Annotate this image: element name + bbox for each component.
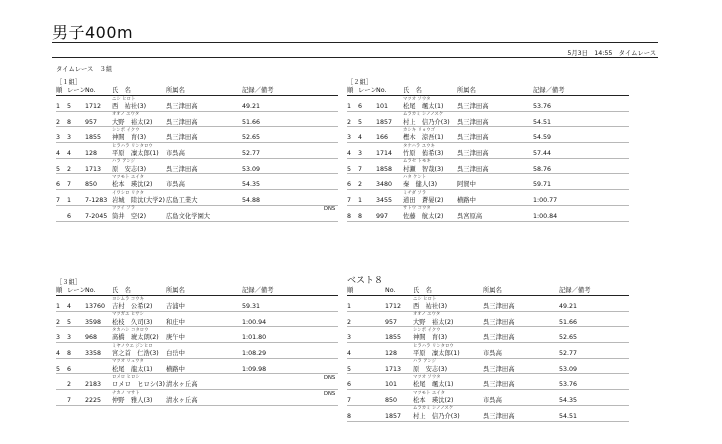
cell-kana: カシキ リョウゴ xyxy=(403,127,435,133)
header-record: 記録／備考 xyxy=(242,287,274,294)
heat-3-table xyxy=(56,278,338,406)
cell-lane: 6 xyxy=(358,103,363,110)
cell-record: 54.59 xyxy=(533,134,552,142)
cell-name: 村瀬 智哉(3) xyxy=(403,165,444,173)
cell-kana: ムラカミ シノノスケ xyxy=(403,112,444,118)
cell-team: 呉三津田高 xyxy=(483,303,515,310)
cell-rank: 7 xyxy=(347,397,352,405)
cell-name: 大野 裕太(2) xyxy=(413,318,454,326)
cell-rank: 2 xyxy=(56,318,61,326)
table-row xyxy=(347,143,629,159)
table-row xyxy=(347,296,629,312)
cell-team: 呉三津田高 xyxy=(457,103,489,110)
header-rank: 順 xyxy=(56,287,63,294)
header-record: 記録／備考 xyxy=(242,87,274,94)
header-team: 所属名 xyxy=(483,287,502,294)
cell-rank: 1 xyxy=(347,303,352,310)
cell-kana: オオノ ユウタ xyxy=(112,112,140,118)
event-dateline: 5月3日 14:55 タイムレース xyxy=(567,50,656,57)
cell-record: 54.35 xyxy=(242,181,261,189)
cell-name: 松本 瑛汰(2) xyxy=(413,397,454,405)
table-row xyxy=(56,343,338,359)
table-row xyxy=(347,112,629,128)
cell-rank: 6 xyxy=(56,181,61,189)
cell-team: 吉浦中 xyxy=(166,303,185,310)
cell-lane: 3 xyxy=(358,150,363,158)
cell-no: 1714 xyxy=(376,150,393,158)
cell-record: 59.31 xyxy=(242,303,261,310)
cell-no: 850 xyxy=(85,181,98,189)
cell-name: 松枝 久司(3) xyxy=(112,318,153,326)
cell-rank: 3 xyxy=(347,134,352,142)
header-no: No. xyxy=(85,287,96,294)
cell-kana: ミチダ ソラ xyxy=(403,190,427,196)
heat-1-table xyxy=(56,78,338,222)
cell-kana: シンポ イクウ xyxy=(112,127,140,133)
cell-no: 968 xyxy=(85,334,98,342)
table-row xyxy=(347,127,629,143)
cell-rank: 2 xyxy=(347,118,352,126)
table-row xyxy=(56,190,338,206)
table-row xyxy=(56,206,338,222)
cell-record: 1:00.77 xyxy=(533,197,558,205)
cell-kana: マツオ リュウタ xyxy=(112,359,144,365)
cell-record: 52.65 xyxy=(559,334,578,342)
cell-kana: ニシ ヒロト xyxy=(413,296,437,302)
cell-rank: 1 xyxy=(347,103,352,110)
table-row xyxy=(56,174,338,190)
cell-record: 58.76 xyxy=(533,165,552,173)
cell-no: 1857 xyxy=(376,118,393,126)
cell-record: 1:08.29 xyxy=(242,350,267,358)
cell-kana: ナカノ マサト xyxy=(112,390,140,396)
header-rank: 順 xyxy=(56,87,63,94)
cell-no: 957 xyxy=(385,318,398,326)
cell-lane: 8 xyxy=(67,118,72,126)
cell-kana: ヨシムラ コウキ xyxy=(112,296,144,302)
cell-no: 1855 xyxy=(85,134,102,142)
cell-name: 西 祐社(3) xyxy=(112,103,147,110)
cell-lane: 6 xyxy=(67,365,72,373)
header-rank: 順 xyxy=(347,287,354,294)
cell-no: 7-1283 xyxy=(85,197,108,205)
cell-kana: ムラカミ シノノスケ xyxy=(413,406,454,412)
table-row xyxy=(56,359,338,375)
cell-kana: シンポ イクウ xyxy=(413,327,441,333)
cell-no: 166 xyxy=(376,134,389,142)
cell-kana: ハラ アンジ xyxy=(413,359,437,365)
cell-rank: 5 xyxy=(347,365,352,373)
cell-rank: 3 xyxy=(56,334,61,342)
table-row xyxy=(56,327,338,343)
cell-record: 53.76 xyxy=(559,381,578,389)
cell-team: 呉三津田高 xyxy=(483,318,515,326)
cell-rank: 8 xyxy=(347,412,352,420)
cell-team: 呉三津田高 xyxy=(483,365,515,373)
cell-kana: マツオ ソウタ xyxy=(403,96,431,102)
cell-team: 呉三津田高 xyxy=(483,381,515,389)
cell-team: 呉三津田高 xyxy=(166,103,198,110)
table-row xyxy=(347,390,629,406)
table-row xyxy=(56,390,338,406)
cell-lane: 4 xyxy=(67,150,72,158)
cell-record: 53.09 xyxy=(559,365,578,373)
cell-name: 竹原 侑希(3) xyxy=(403,150,444,158)
header-no: No. xyxy=(85,87,96,94)
cell-record: 51.66 xyxy=(559,318,578,326)
cell-no: 3455 xyxy=(376,197,393,205)
cell-record: 1:01.80 xyxy=(242,334,267,342)
cell-no: 2225 xyxy=(85,397,102,405)
race-label: タイムレース ３組 xyxy=(56,66,113,73)
heat-title: ［１組］ xyxy=(56,79,82,86)
header-name: 氏 名 xyxy=(112,87,131,94)
cell-lane: 5 xyxy=(67,103,72,110)
best8-title: ベスト８ xyxy=(347,276,384,286)
cell-no: 128 xyxy=(85,150,98,158)
cell-team: 清水ヶ丘高 xyxy=(166,381,198,389)
cell-team: 呉三津田高 xyxy=(483,412,515,420)
table-row xyxy=(347,359,629,375)
cell-rank: 5 xyxy=(56,165,61,173)
table-row xyxy=(347,312,629,328)
table-header xyxy=(56,287,338,296)
header-rank: 順 xyxy=(347,87,354,94)
header-name: 氏 名 xyxy=(112,287,131,294)
cell-no: 1858 xyxy=(376,165,393,173)
cell-no: 3480 xyxy=(376,181,393,189)
cell-note: DNS xyxy=(324,390,336,397)
table-header xyxy=(347,287,629,296)
cell-name: 秦 健人(3) xyxy=(403,181,438,189)
cell-rank: 2 xyxy=(347,318,352,326)
cell-name: 平原 凜太郎(1) xyxy=(413,350,460,358)
cell-team: 呉三津田高 xyxy=(166,134,198,142)
heat-title: ［３組］ xyxy=(56,279,82,286)
cell-team: 庚午中 xyxy=(166,334,185,342)
table-row xyxy=(347,159,629,175)
table-row xyxy=(56,374,338,390)
cell-lane: 3 xyxy=(67,334,72,342)
cell-kana: ヒラハラ リンタロウ xyxy=(112,143,153,149)
cell-lane: 3 xyxy=(67,134,72,142)
cell-lane: 7 xyxy=(67,181,72,189)
cell-lane: 4 xyxy=(67,303,72,310)
cell-no: 3598 xyxy=(85,318,102,326)
cell-no: 1855 xyxy=(385,334,402,342)
cell-rank: 5 xyxy=(347,165,352,173)
cell-record: 54.51 xyxy=(533,118,552,126)
cell-record: 52.77 xyxy=(242,150,261,158)
heat-2-table xyxy=(347,78,629,222)
table-row xyxy=(347,406,629,422)
cell-team: 呉宮原高 xyxy=(457,212,483,220)
cell-rank: 4 xyxy=(56,350,61,358)
cell-kana: ヒラハラ リンタロウ xyxy=(413,343,454,349)
cell-lane: 1 xyxy=(358,197,363,205)
header-team: 所属名 xyxy=(166,287,185,294)
cell-kana: ツツイ ソラ xyxy=(112,206,136,212)
cell-record: 1:00.94 xyxy=(242,318,267,326)
table-header xyxy=(56,87,338,96)
cell-no: 101 xyxy=(385,381,398,389)
cell-team: 呉三津田高 xyxy=(166,118,198,126)
cell-record: 54.35 xyxy=(559,397,578,405)
cell-record: 1:00.84 xyxy=(533,212,558,220)
cell-team: 呉三津田高 xyxy=(457,165,489,173)
cell-rank: 1 xyxy=(56,103,61,110)
cell-rank: 1 xyxy=(56,303,61,310)
cell-team: 白岳中 xyxy=(166,350,185,358)
table-row xyxy=(347,96,629,112)
table-row xyxy=(56,312,338,328)
cell-name: 西 祐社(3) xyxy=(413,303,448,310)
table-row xyxy=(56,96,338,112)
cell-kana: マツモト エイタ xyxy=(112,174,144,180)
cell-lane: 2 xyxy=(67,165,72,173)
cell-no: 7-2045 xyxy=(85,212,108,220)
table-row xyxy=(56,127,338,143)
page-title: 男子400m xyxy=(52,23,134,42)
cell-kana: ミヤノウエ ジンヒロ xyxy=(112,343,153,349)
cell-name: 神開 育(3) xyxy=(112,134,147,142)
table-row xyxy=(347,374,629,390)
cell-rank: 7 xyxy=(347,197,352,205)
cell-name: 吉村 公希(2) xyxy=(112,303,153,310)
cell-no: 128 xyxy=(385,350,398,358)
cell-team: 市呉高 xyxy=(483,397,502,405)
table-row xyxy=(347,174,629,190)
cell-kana: ムラセ トモキ xyxy=(403,159,431,165)
cell-lane: 7 xyxy=(67,397,72,405)
cell-team: 和庄中 xyxy=(166,318,185,326)
header-team: 所属名 xyxy=(457,87,476,94)
cell-name: 宮之首 仁浩(3) xyxy=(112,350,159,358)
dateline-rule xyxy=(52,57,658,58)
cell-rank: 4 xyxy=(347,350,352,358)
cell-kana: ニシ ヒロト xyxy=(112,96,136,102)
cell-kana: ロメロ ヒロシ xyxy=(112,374,140,380)
cell-no: 3358 xyxy=(85,350,102,358)
header-lane: レーン xyxy=(358,87,377,94)
cell-team: 阿賀中 xyxy=(457,181,476,189)
cell-no: 850 xyxy=(385,397,398,405)
cell-no: 13760 xyxy=(85,303,106,310)
cell-team: 横路中 xyxy=(166,365,185,373)
cell-name: 道田 蒼晏(2) xyxy=(403,197,444,205)
header-no: No. xyxy=(376,87,387,94)
header-lane: レーン xyxy=(67,287,86,294)
cell-lane: 7 xyxy=(358,165,363,173)
table-row xyxy=(347,190,629,206)
cell-rank: 3 xyxy=(56,134,61,142)
cell-note: DNS xyxy=(324,206,336,213)
cell-kana: サトウ コウタ xyxy=(403,206,431,212)
table-row xyxy=(347,206,629,222)
cell-lane: 5 xyxy=(67,318,72,326)
cell-name: ロメロ ヒロシ(3) xyxy=(112,381,165,389)
cell-record: 52.65 xyxy=(242,134,261,142)
cell-team: 呉三津田高 xyxy=(483,334,515,342)
cell-name: 筒井 空(2) xyxy=(112,212,147,220)
table-row xyxy=(56,296,338,312)
cell-team: 呉三津田高 xyxy=(457,118,489,126)
cell-lane: 2 xyxy=(67,381,72,389)
table-row xyxy=(56,112,338,128)
cell-no: 1712 xyxy=(85,103,102,110)
cell-no: 2183 xyxy=(85,381,102,389)
cell-team: 呉三津田高 xyxy=(457,150,489,158)
cell-kana: ハタ ケント xyxy=(403,174,427,180)
cell-kana: マツモト エイタ xyxy=(413,390,445,396)
cell-kana: マツガエ ヒサシ xyxy=(112,312,144,318)
cell-record: 54.88 xyxy=(242,197,261,205)
cell-name: 松尾 颯太(1) xyxy=(403,103,444,110)
heat-title: ［２組］ xyxy=(347,79,373,86)
header-name: 氏 名 xyxy=(413,287,432,294)
cell-record: 52.77 xyxy=(559,350,578,358)
cell-name: 髙橋 琥太朗(2) xyxy=(112,334,159,342)
cell-team: 清水ヶ丘高 xyxy=(166,397,198,405)
cell-record: 49.21 xyxy=(242,103,261,110)
cell-record: 57.44 xyxy=(533,150,552,158)
cell-team: 広島文化学園大 xyxy=(166,212,211,220)
cell-team: 市呉高 xyxy=(166,181,185,189)
cell-rank: 2 xyxy=(56,118,61,126)
cell-record: 51.66 xyxy=(242,118,261,126)
cell-name: 樫木 涼吾(1) xyxy=(403,134,444,142)
cell-lane: 5 xyxy=(358,118,363,126)
header-record: 記録／備考 xyxy=(533,87,565,94)
cell-name: 平原 凜太郎(1) xyxy=(112,150,159,158)
cell-team: 市呉高 xyxy=(483,350,502,358)
cell-team: 広島工業大 xyxy=(166,197,198,205)
header-record: 記録／備考 xyxy=(559,287,591,294)
cell-lane: 8 xyxy=(67,350,72,358)
cell-name: 大野 裕太(2) xyxy=(112,118,153,126)
cell-no: 1713 xyxy=(385,365,402,373)
cell-lane: 1 xyxy=(67,197,72,205)
cell-name: 松尾 龍太(1) xyxy=(112,365,153,373)
cell-rank: 6 xyxy=(347,381,352,389)
cell-record: 59.71 xyxy=(533,181,552,189)
cell-rank: 8 xyxy=(347,212,352,220)
title-rule xyxy=(52,42,658,43)
cell-name: 佐藤 航太(2) xyxy=(403,212,444,220)
cell-kana: イワシロ リクタ xyxy=(112,190,144,196)
cell-record: 53.09 xyxy=(242,165,261,173)
cell-rank: 3 xyxy=(347,334,352,342)
header-lane: レーン xyxy=(67,87,86,94)
cell-no: 101 xyxy=(376,103,389,110)
table-header xyxy=(347,87,629,96)
cell-team: 横路中 xyxy=(457,197,476,205)
table-row xyxy=(347,343,629,359)
cell-kana: マツオ ソウタ xyxy=(413,374,441,380)
cell-name: 岩城 陸汰(大学2) xyxy=(112,197,165,205)
cell-rank: 6 xyxy=(347,181,352,189)
cell-no: 1713 xyxy=(85,165,102,173)
best8-table xyxy=(347,276,629,422)
cell-lane: 2 xyxy=(358,181,363,189)
cell-record: 54.51 xyxy=(559,412,578,420)
cell-name: 原 安志(3) xyxy=(112,165,147,173)
cell-kana: オオノ ユウタ xyxy=(413,312,441,318)
cell-rank: 4 xyxy=(56,150,61,158)
header-name: 氏 名 xyxy=(403,87,422,94)
cell-team: 呉三津田高 xyxy=(166,165,198,173)
cell-name: 村上 信乃介(3) xyxy=(403,118,450,126)
cell-name: 神開 育(3) xyxy=(413,334,448,342)
cell-no: 997 xyxy=(376,212,389,220)
cell-lane: 8 xyxy=(358,212,363,220)
cell-lane: 6 xyxy=(67,212,72,220)
cell-record: 1:09.98 xyxy=(242,365,267,373)
cell-no: 1857 xyxy=(385,412,402,420)
cell-note: DNS xyxy=(324,374,336,381)
header-team: 所属名 xyxy=(166,87,185,94)
cell-record: 49.21 xyxy=(559,303,578,310)
cell-name: 松尾 颯太(1) xyxy=(413,381,454,389)
cell-rank: 5 xyxy=(56,365,61,373)
cell-no: 1712 xyxy=(385,303,402,310)
cell-name: 松本 瑛汰(2) xyxy=(112,181,153,189)
cell-kana: タカハシ コタロウ xyxy=(112,327,149,333)
table-row xyxy=(56,159,338,175)
cell-name: 原 安志(3) xyxy=(413,365,448,373)
table-row xyxy=(56,143,338,159)
cell-kana: タケハラ ユウキ xyxy=(403,143,435,149)
cell-name: 仲野 雅人(3) xyxy=(112,397,153,405)
cell-team: 市呉高 xyxy=(166,150,185,158)
header-no: No. xyxy=(385,287,396,294)
cell-name: 村上 信乃介(3) xyxy=(413,412,460,420)
cell-lane: 4 xyxy=(358,134,363,142)
cell-rank: 7 xyxy=(56,197,61,205)
cell-team: 呉三津田高 xyxy=(457,134,489,142)
table-row xyxy=(347,327,629,343)
cell-rank: 4 xyxy=(347,150,352,158)
cell-kana: ハラ アンジ xyxy=(112,159,136,165)
cell-record: 53.76 xyxy=(533,103,552,110)
cell-no: 957 xyxy=(85,118,98,126)
